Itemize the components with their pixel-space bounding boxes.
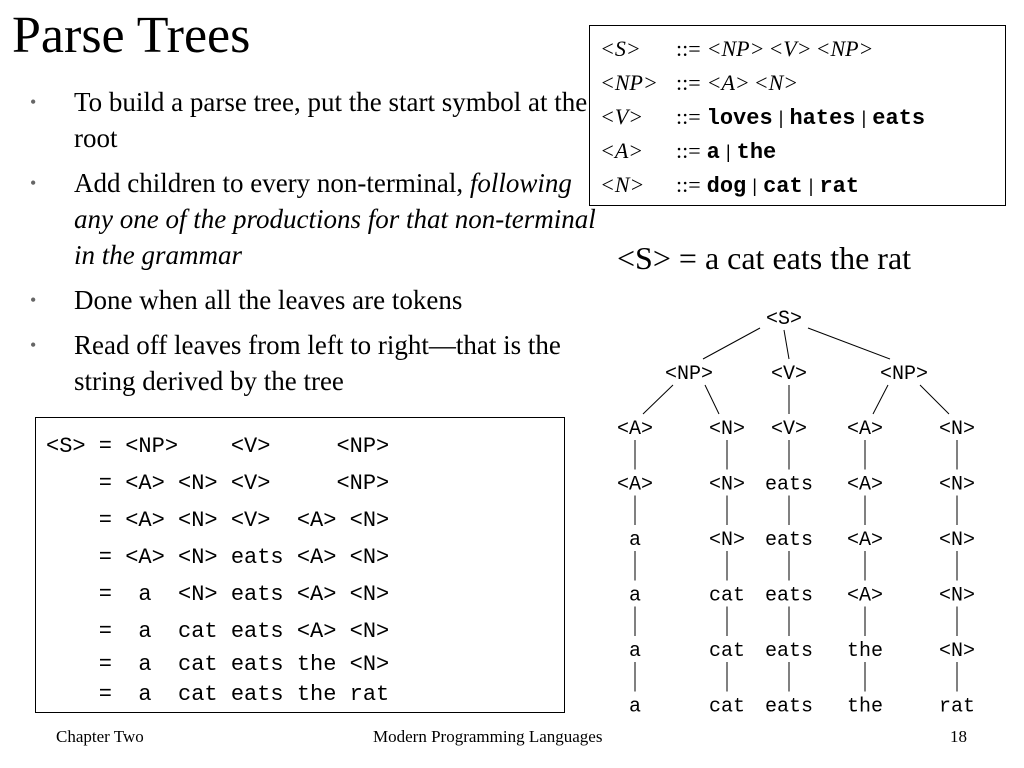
bullet-item bbox=[30, 84, 600, 156]
tree-node: <A> bbox=[846, 529, 884, 552]
footer-page-number: 18 bbox=[950, 727, 967, 746]
derivation-line: = a cat eats the rat bbox=[46, 682, 390, 707]
grammar-rule-lhs: <A> bbox=[600, 138, 644, 163]
grammar-rule-symbol: the bbox=[736, 140, 777, 165]
bullet-dot-icon: • bbox=[30, 290, 37, 310]
tree-edge bbox=[873, 385, 888, 414]
tree-edge bbox=[808, 328, 890, 359]
tree-node: <N> bbox=[708, 529, 746, 552]
grammar-rule-symbol: dog bbox=[706, 174, 747, 199]
grammar-alternative-separator: | bbox=[749, 178, 761, 198]
grammar-alternative-separator: | bbox=[722, 144, 734, 164]
grammar-rule-operator: ::= bbox=[676, 70, 701, 95]
footer-course-title: Modern Programming Languages bbox=[373, 727, 603, 746]
grammar-rule-symbol: hates bbox=[789, 106, 856, 131]
grammar-rule bbox=[600, 172, 1005, 206]
grammar-rule-symbol: <V> bbox=[768, 36, 812, 61]
grammar-rule-symbol: <NP> bbox=[706, 36, 765, 61]
tree-node: a bbox=[628, 584, 642, 608]
grammar-alternative-separator: | bbox=[805, 178, 817, 198]
grammar-rule-symbol: loves bbox=[706, 106, 773, 131]
tree-node: eats bbox=[764, 695, 814, 719]
derivation-line: = <A> <N> <V> <NP> bbox=[46, 471, 390, 496]
tree-node: a bbox=[628, 529, 642, 552]
tree-node: a bbox=[628, 695, 642, 719]
grammar-alternative-separator: | bbox=[775, 110, 787, 130]
grammar-rule bbox=[600, 70, 1005, 104]
bullet-text: Add children to every non-terminal, bbox=[74, 168, 464, 198]
tree-root-node: <S> bbox=[765, 308, 803, 331]
grammar-rule-symbol: cat bbox=[763, 174, 803, 199]
tree-node: eats bbox=[764, 640, 814, 663]
bullet-text: Read off leaves from left to right—that is the string derived by the tree bbox=[74, 330, 561, 396]
footer-chapter: Chapter Two bbox=[56, 727, 144, 746]
grammar-rule-operator: ::= bbox=[676, 172, 701, 197]
derives-heading: <S> = a cat eats the rat bbox=[617, 240, 912, 276]
bullet-text: To build a parse tree, put the start symbol at the root bbox=[74, 87, 588, 153]
derivation-line: = <A> <N> <V> <A> <N> bbox=[46, 508, 390, 533]
grammar-rule-lhs: <S> bbox=[600, 36, 641, 61]
grammar-rule-operator: ::= bbox=[676, 138, 701, 163]
grammar-rule-symbol: <NP> bbox=[815, 36, 874, 61]
grammar-rows bbox=[600, 36, 1005, 206]
grammar-rule-symbol: rat bbox=[819, 174, 860, 199]
derivation-box bbox=[35, 417, 565, 713]
grammar-rule-symbol: eats bbox=[872, 106, 926, 131]
tree-node: <NP> bbox=[879, 363, 929, 386]
bullet-list bbox=[30, 84, 600, 408]
grammar-alternative-separator: | bbox=[858, 110, 870, 130]
tree-edge bbox=[703, 328, 760, 359]
bullet-dot-icon: • bbox=[30, 335, 37, 355]
tree-node: the bbox=[846, 695, 884, 719]
derivation-line: = a <N> eats <A> <N> bbox=[46, 582, 390, 607]
tree-node: <N> bbox=[938, 473, 976, 497]
tree-node: <A> bbox=[616, 473, 654, 497]
grammar-rule-symbol: a bbox=[706, 140, 720, 165]
tree-node: rat bbox=[938, 695, 976, 719]
tree-node: <N> bbox=[938, 418, 976, 441]
grammar-rule-operator: ::= bbox=[676, 36, 701, 61]
grammar-rule-symbol: <A> bbox=[706, 70, 750, 95]
tree-edge bbox=[705, 385, 719, 414]
tree-edge bbox=[920, 385, 949, 414]
tree-node: cat bbox=[708, 695, 746, 719]
derivation-line: = a cat eats <A> <N> bbox=[46, 619, 390, 644]
grammar-rule bbox=[600, 36, 1005, 70]
tree-node: <A> bbox=[616, 418, 654, 441]
grammar-rule bbox=[600, 104, 1005, 138]
grammar-box bbox=[589, 25, 1006, 206]
tree-node: eats bbox=[764, 473, 814, 497]
tree-node: <N> bbox=[708, 473, 746, 497]
tree-node: <A> bbox=[846, 473, 884, 497]
parse-tree-diagram bbox=[600, 300, 1000, 720]
tree-node: a bbox=[628, 640, 642, 663]
tree-node: <V> bbox=[770, 418, 808, 441]
grammar-rule-lhs: <NP> bbox=[600, 70, 658, 95]
grammar-rule-lhs: <N> bbox=[600, 172, 645, 197]
tree-node: <N> bbox=[938, 640, 976, 663]
bullet-item bbox=[30, 165, 600, 273]
bullet-item bbox=[30, 327, 600, 399]
tree-node: <N> bbox=[708, 418, 746, 441]
grammar-rule-operator: ::= bbox=[676, 104, 701, 129]
tree-edge bbox=[643, 385, 673, 414]
tree-node: <NP> bbox=[664, 363, 714, 386]
tree-node: cat bbox=[708, 640, 746, 663]
derivation-text bbox=[46, 428, 389, 710]
bullet-item bbox=[30, 282, 600, 318]
grammar-rule bbox=[600, 138, 1005, 172]
tree-node: <N> bbox=[938, 584, 976, 608]
grammar-rule-symbol: <N> bbox=[753, 70, 799, 95]
derivation-line: = <A> <N> eats <A> <N> bbox=[46, 545, 390, 570]
tree-edge bbox=[784, 330, 789, 359]
derivation-line: <S> = <NP> <V> <NP> bbox=[46, 434, 390, 459]
bullet-dot-icon: • bbox=[30, 92, 37, 112]
tree-node: <V> bbox=[770, 363, 808, 386]
parse-tree bbox=[600, 300, 1000, 720]
tree-node: <A> bbox=[846, 584, 884, 608]
bullet-dot-icon: • bbox=[30, 173, 37, 193]
slide-title: Parse Trees bbox=[12, 7, 251, 64]
grammar-rule-lhs: <V> bbox=[600, 104, 644, 129]
tree-node: the bbox=[846, 640, 884, 663]
tree-node: <A> bbox=[846, 418, 884, 441]
tree-node: cat bbox=[708, 584, 746, 608]
tree-node: <N> bbox=[938, 529, 976, 552]
tree-node: eats bbox=[764, 584, 814, 608]
bullet-emphasis-text: following any one of the productions for that non-terminal in the grammar bbox=[74, 168, 596, 270]
derivation-line: = a cat eats the <N> bbox=[46, 652, 390, 677]
tree-node: eats bbox=[764, 529, 814, 552]
bullet-text: Done when all the leaves are tokens bbox=[74, 285, 463, 315]
